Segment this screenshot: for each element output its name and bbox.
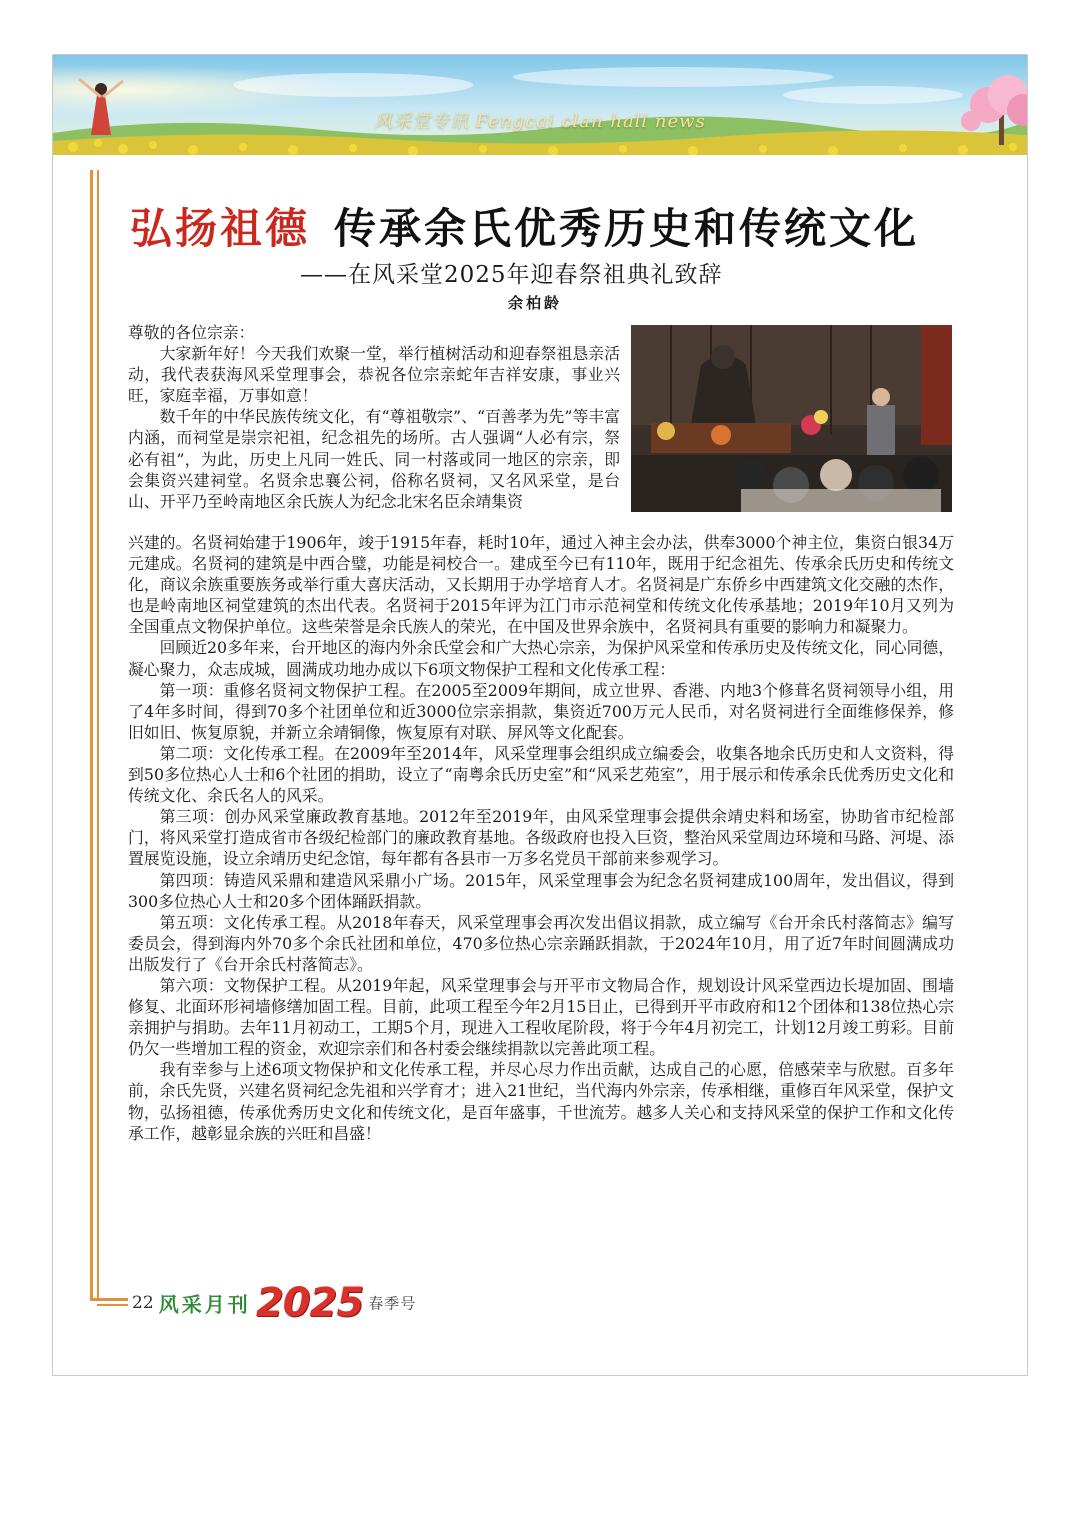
greeting: 尊敬的各位宗亲： xyxy=(128,323,255,342)
issue-year: 2025 xyxy=(255,1280,364,1326)
body-paragraph: 第四项：铸造风采鼎和建造风采鼎小广场。2015年，风采堂理事会为纪念名贤祠建成100周年，发出倡议，得到300多位热心人士和20多个团体踊跃捐款。 xyxy=(128,870,954,911)
article-subtitle: ——在风采堂2025年迎春祭祖典礼致辞 xyxy=(300,262,723,288)
article-intro xyxy=(128,322,620,512)
left-border-rule-inner xyxy=(97,170,99,1300)
banner-landscape-image xyxy=(53,55,1027,155)
page-footer xyxy=(132,1280,417,1326)
footer-rule-inner xyxy=(97,1304,128,1306)
body-paragraph: 第六项：文物保护工程。从2019年起，风采堂理事会与开平市文物局合作，规划设计风采堂西边长堤加固、围墙修复、北面环形祠墙修缮加固工程。目前，此项工程至今年2月15日止，已得到开平市政府和12个团体和138位热心宗亲拥护与捐助。去年11月初动工，工期5个月，现进入工程收尾阶段，将于今年4月初完工，计划12月竣工剪彩。目前仍欠一些增加工程的资金，欢迎宗亲们和各村委会继续捐款以完善此项工程。 xyxy=(128,975,954,1059)
body-paragraph: 第二项：文化传承工程。在2009年至2014年，风采堂理事会组织成立编委会，收集各地余氏历史和人文资料，得到50多位热心人士和6个社团的捐助，设立了“南粤余氏历史室”和“风采艺苑室”，用于展示和传承余氏优秀历史文化和传统文化、余氏名人的风采。 xyxy=(128,743,954,806)
intro-paragraph: 大家新年好！今天我们欢聚一堂，举行植树活动和迎春祭祖恳亲活动，我代表获海风采堂理事会，恭祝各位宗亲蛇年吉祥安康，事业兴旺，家庭幸福，万事如意！ xyxy=(128,344,620,406)
magazine-name: 风采月刊 xyxy=(158,1292,251,1317)
page-number: 22 xyxy=(132,1293,154,1313)
header-banner xyxy=(53,55,1027,155)
title-red-part: 弘扬祖德 xyxy=(130,204,311,253)
body-paragraph: 第一项：重修名贤祠文物保护工程。在2005至2009年期间，成立世界、香港、内地3个修葺名贤祠领导小组，用了4年多时间，得到70多个社团单位和近3000位宗亲捐款，集资近700万元人民币，对名贤祠进行全面维修保养，修旧如旧、恢复原貌，并新立余靖铜像，恢复原有对联、屏风等文化配套。 xyxy=(128,680,954,742)
article-body xyxy=(128,532,954,1144)
article-title xyxy=(130,196,970,256)
body-paragraph: 第五项：文化传承工程。从2018年春天，风采堂理事会再次发出倡议捐款，成立编写《台开余氏村落简志》编写委员会，得到海内外70多个余氏社团和单位，470多位热心宗亲踊跃捐款，于2024年10月，用了近7年时间圆满成功出版发行了《台开余氏村落简志》。 xyxy=(128,912,954,974)
body-paragraph: 回顾近20多年来，台开地区的海内外余氏堂会和广大热心宗亲，为保护风采堂和传承历史及传统文化，同心同德，凝心聚力，众志成城，圆满成功地办成以下6项文物保护工程和文化传承工程： xyxy=(128,638,954,679)
issue-season: 春季号 xyxy=(368,1294,417,1313)
footer-rule xyxy=(90,1298,128,1301)
body-paragraph: 第三项：创办风采堂廉政教育基地。2012年至2019年，由风采堂理事会提供余靖史料和场室，协助省市纪检部门，将风采堂打造成省市各级纪检部门的廉政教育基地。各级政府也投入巨资，整治风采堂周边环境和马路、河堤、添置展览设施，设立余靖历史纪念馆，每年都有各县市一万多名党员干部前来参观学习。 xyxy=(128,807,954,869)
title-black-part: 传承余氏优秀历史和传统文化 xyxy=(334,204,920,253)
ceremony-photo xyxy=(631,325,952,512)
banner-caption: 风采堂专讯 Fengcai clan hall news xyxy=(374,111,706,132)
article-author: 余柏龄 xyxy=(508,294,563,312)
body-paragraph: 我有幸参与上述6项文物保护和文化传承工程，并尽心尽力作出贡献，达成自己的心愿，倍感荣幸与欣慰。百多年前，余氏先贤，兴建名贤祠纪念先祖和兴学育才；进入21世纪，当代海内外宗亲，传承相继，重修百年风采堂，保护文物，弘扬祖德，传承优秀历史文化和传统文化，是百年盛事，千世流芳。越多人关心和支持风采堂的保护工作和文化传承工作，越彰显余族的兴旺和昌盛！ xyxy=(128,1060,954,1143)
left-border-rule xyxy=(90,170,93,1300)
intro-paragraph: 数千年的中华民族传统文化，有“尊祖敬宗”、“百善孝为先”等丰富内涵，而祠堂是崇宗祀祖，纪念祖先的场所。古人强调“人必有宗，祭必有祖”，为此，历史上凡同一姓氏、同一村落或同一地区的宗亲，即会集资兴建祠堂。名贤余忠襄公祠，俗称名贤祠，又名风采堂，是台山、开平乃至岭南地区余氏族人为纪念北宋名臣余靖集资 xyxy=(128,407,620,511)
body-paragraph: 兴建的。名贤祠始建于1906年，竣于1915年春，耗时10年，通过入神主会办法，供奉3000个神主位，集资白银34万元建成。名贤祠的建筑是中西合璧，功能是祠校合一。建成至今已有110年，既用于纪念祖先、传承余氏历史和传统文化，商议余族重要族务或举行重大喜庆活动，又长期用于办学培育人才。名贤祠是广东侨乡中西建筑文化交融的杰作，也是岭南地区祠堂建筑的杰出代表。名贤祠于2015年评为江门市示范祠堂和传统文化传承基地；2019年10月又列为全国重点文物保护单位。这些荣誉是余氏族人的荣光，在中国及世界余族中，名贤祠具有重要的影响力和凝聚力。 xyxy=(128,533,954,637)
